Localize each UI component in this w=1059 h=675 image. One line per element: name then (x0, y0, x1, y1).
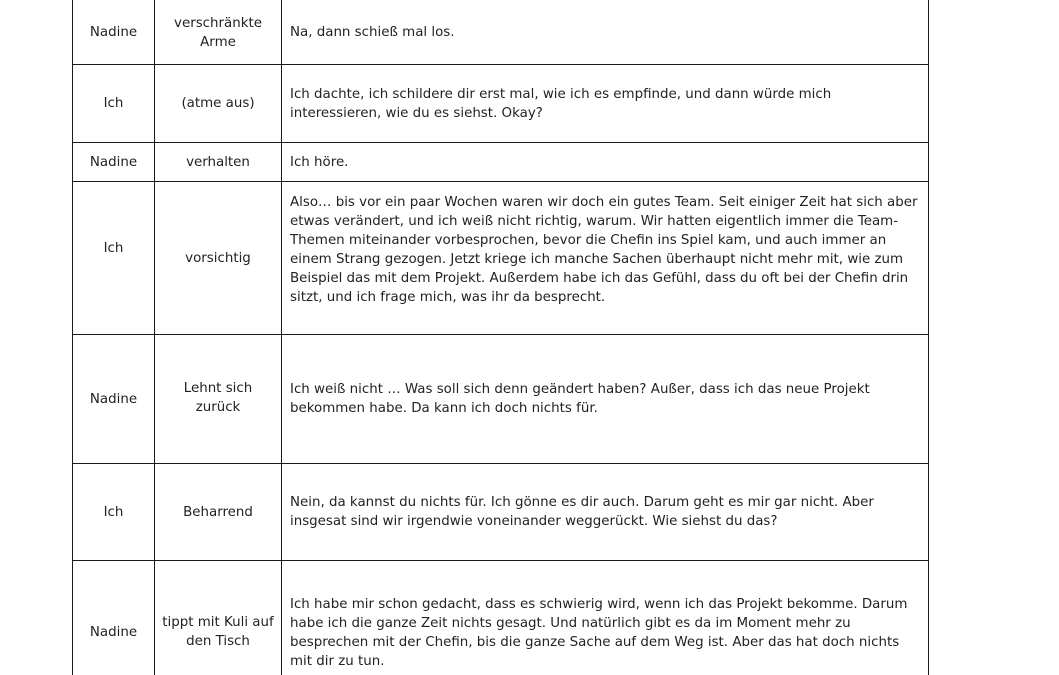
gesture-cell (155, 464, 282, 561)
speaker-name: Nadine (89, 25, 138, 40)
utterance-text: Also… bis vor ein paar Wochen waren wir doch ein gutes Team. Seit einiger Zeit hat sich aber etwas verändert, und ich weiß nicht richtig, warum. Wir hatten eigentlich immer die Team-Themen miteinander vorbesprochen, bevor die Chefin ins Spiel kam, und auch immer an einem Strang gezogen. Jetzt kriege ich manche Sachen überhaupt nicht mehr mit, wie zum Beispiel das mit dem Projekt. Außerdem habe ich das Gefühl, dass du oft bei der Chefin drin sitzt, und ich frage mich, was ihr da besprecht. (290, 195, 918, 305)
gesture-text: verschränkte Arme (174, 15, 262, 50)
speaker-name: Ich (103, 504, 124, 520)
table-row (73, 143, 929, 182)
dialogue-table (72, 0, 929, 675)
utterance-cell (282, 464, 929, 561)
speaker-name: Nadine (89, 625, 138, 640)
utterance-text: Ich habe mir schon gedacht, dass es schwierig wird, wenn ich das Projekt bekomme. Darum habe ich die ganze Zeit nichts gesagt. Und natürlich gibt es da im Moment mehr zu besprechen mit der Chefin, bis die ganze Sache auf dem Weg ist. Aber das hat doch nichts mit dir zu tun. (290, 597, 908, 669)
speaker-cell (73, 143, 155, 182)
gesture-text: tippt mit Kuli auf den Tisch (162, 615, 274, 649)
gesture-cell (155, 143, 282, 182)
utterance-text: Nein, da kannst du nichts für. Ich gönne es dir auch. Darum geht es mir gar nicht. Aber insgesat sind wir irgendwie voneinander weggerückt. Wie siehst du das? (290, 495, 874, 529)
utterance-cell (282, 182, 929, 335)
table-row (73, 65, 929, 143)
speaker-name: Ich (103, 241, 124, 256)
utterance-cell (282, 0, 929, 65)
speaker-cell (73, 561, 155, 675)
gesture-text: (atme aus) (181, 96, 255, 111)
utterance-cell (282, 143, 929, 182)
utterance-text: Ich dachte, ich schildere dir erst mal, wie ich es empfinde, und dann würde mich interessieren, wie du es siehst. Okay? (290, 86, 832, 121)
utterance-text: Ich höre. (290, 154, 349, 170)
utterance-cell (282, 65, 929, 143)
gesture-cell (155, 335, 282, 464)
speaker-cell (73, 464, 155, 561)
speaker-cell (73, 335, 155, 464)
gesture-text: Lehnt sich zurück (183, 381, 253, 415)
utterance-text: Ich weiß nicht … Was soll sich denn geändert haben? Außer, dass ich das neue Projekt bekommen habe. Da kann ich doch nichts für. (290, 382, 870, 416)
table-row (73, 561, 929, 675)
gesture-cell (155, 561, 282, 675)
speaker-name: Ich (103, 96, 124, 111)
table-row (73, 464, 929, 561)
utterance-text: Na, dann schieß mal los. (290, 25, 455, 40)
table-row (73, 335, 929, 464)
table-row (73, 0, 929, 65)
gesture-cell (155, 182, 282, 335)
utterance-cell (282, 561, 929, 675)
speaker-cell (73, 65, 155, 143)
speaker-name: Nadine (89, 154, 138, 170)
gesture-text: verhalten (186, 154, 250, 170)
utterance-cell (282, 335, 929, 464)
table-row (73, 182, 929, 335)
speaker-cell (73, 182, 155, 335)
speaker-cell (73, 0, 155, 65)
speaker-name: Nadine (89, 391, 138, 407)
gesture-text: vorsichtig (185, 250, 251, 266)
gesture-text: Beharrend (183, 504, 253, 520)
gesture-cell (155, 65, 282, 143)
gesture-cell (155, 0, 282, 65)
